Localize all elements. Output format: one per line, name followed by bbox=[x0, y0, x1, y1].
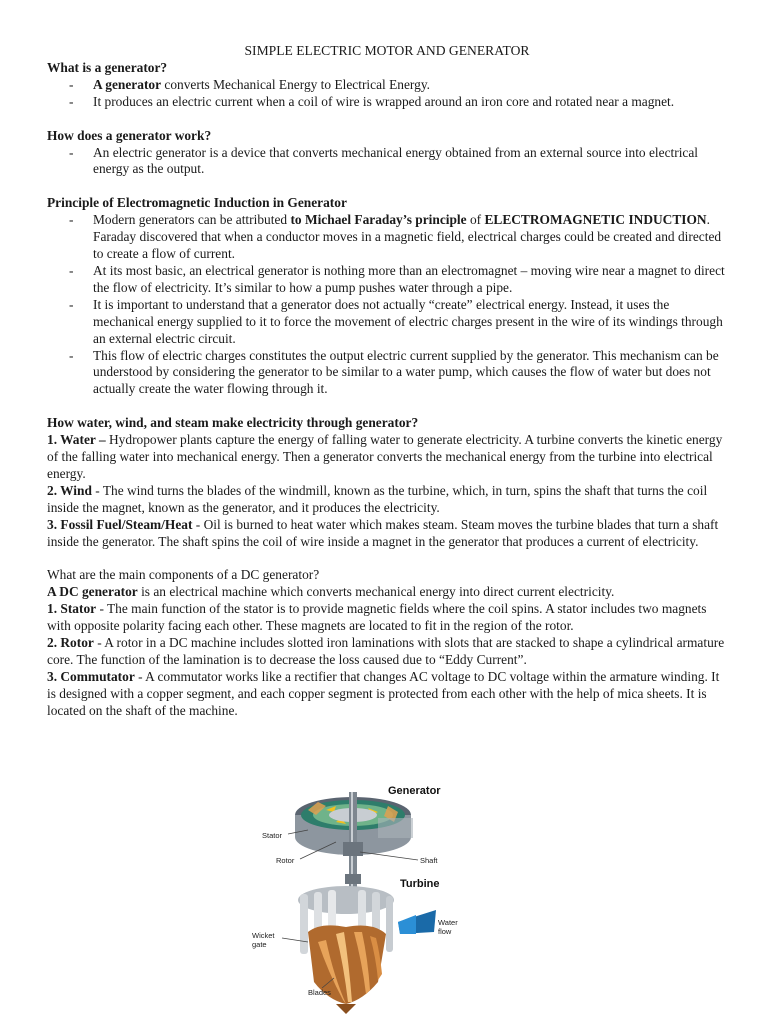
list-text: of bbox=[466, 212, 485, 228]
bold-term: 2. Wind bbox=[47, 482, 92, 498]
section-heading: Principle of Electromagnetic Induction in Generator bbox=[47, 195, 347, 211]
section-heading: What is a generator? bbox=[47, 59, 168, 75]
paragraph-text: is an electrical machine which converts mechanical energy into direct current electricity. bbox=[137, 584, 615, 600]
bold-term: 3. Commutator bbox=[47, 668, 135, 684]
list-item bbox=[47, 212, 727, 263]
section-heading: How water, wind, and steam make electricity through generator? bbox=[47, 415, 419, 431]
list-item: - An electric generator is a device that converts mechanical energy obtained from an external source into electrical energy as the output. bbox=[47, 145, 727, 179]
water-flow-label-line1: Water bbox=[438, 918, 458, 927]
list-text: converts Mechanical Energy to Electrical Energy. bbox=[161, 76, 430, 92]
paragraph-text: - The wind turns the blades of the windmill, known as the turbine, which, in turn, spins the shaft that turns the coil inside the magnet, known as the generator, and it produces the electricity. bbox=[47, 482, 708, 515]
section-heading: How does a generator work? bbox=[47, 127, 212, 143]
paragraph bbox=[47, 432, 727, 483]
bold-term: A generator bbox=[93, 76, 162, 92]
stator-label: Stator bbox=[262, 831, 283, 840]
paragraph-text: - The main function of the stator is to provide magnetic fields where the coil spins. A stator includes two magnets with opposite polarity facing each other. These magnets are located to fit in the region of the rotor. bbox=[47, 601, 707, 634]
paragraph-text: - A commutator works like a rectifier that changes AC voltage to DC voltage within the armature winding. It is designed with a copper segment, and each copper segment is protected from each other with the help of mica sheets. It is located on the shaft of the machine. bbox=[47, 668, 720, 718]
paragraph bbox=[47, 584, 727, 601]
paragraph bbox=[47, 517, 727, 551]
paragraph bbox=[47, 669, 727, 720]
list-text: . Faraday discovered that when a conductor moves in a magnetic field, electrical charges could be created and directed to create a flow of current. bbox=[93, 212, 722, 262]
list-item: - At its most basic, an electrical generator is nothing more than an electromagnet – moving wire near a magnet to direct the flow of electricity. It’s similar to how a pump pushes water through a pipe. bbox=[47, 263, 727, 297]
bold-term: A DC generator bbox=[47, 584, 138, 600]
shaft-label: Shaft bbox=[420, 856, 438, 865]
paragraph bbox=[47, 483, 727, 517]
paragraph bbox=[47, 635, 727, 669]
bold-term: 2. Rotor bbox=[47, 635, 94, 651]
turbine-label: Turbine bbox=[400, 878, 440, 890]
document-page bbox=[47, 43, 727, 720]
diagram-svg bbox=[248, 782, 478, 1024]
generator-label: Generator bbox=[388, 785, 441, 797]
list-item: - It produces an electric current when a coil of wire is wrapped around an iron core and rotated near a magnet. bbox=[47, 94, 727, 111]
bold-term: to Michael Faraday’s principle bbox=[290, 212, 467, 228]
document-title: SIMPLE ELECTRIC MOTOR AND GENERATOR bbox=[244, 43, 530, 58]
generator-turbine-diagram bbox=[248, 782, 478, 1024]
water-flow-label-line2: flow bbox=[438, 927, 452, 936]
blades-label: Blades bbox=[308, 988, 331, 997]
wicket-gate-label-line2: gate bbox=[252, 940, 267, 949]
list-item bbox=[47, 77, 727, 94]
section-question: What are the main components of a DC generator? bbox=[47, 567, 320, 583]
list-item: - It is important to understand that a generator does not actually “create” electrical energy. Instead, it uses the mechanical energy supplied to it to force the movement of electric charges present in the wire of its windings through an external electric circuit. bbox=[47, 297, 727, 348]
bold-term: 1. Stator bbox=[47, 601, 97, 617]
rotor-label: Rotor bbox=[276, 856, 295, 865]
bold-term: ELECTROMAGNETIC INDUCTION bbox=[484, 212, 707, 228]
bold-term: 3. Fossil Fuel/Steam/Heat bbox=[47, 516, 193, 532]
bullet-list bbox=[47, 212, 727, 398]
bullet-list bbox=[47, 145, 727, 179]
list-text: Modern generators can be attributed bbox=[93, 212, 291, 228]
paragraph-text: - Oil is burned to heat water which makes steam. Steam moves the turbine blades that turn a shaft inside the generator. The shaft spins the coil of wire inside a magnet in the generator that produces a current of electricity. bbox=[47, 516, 719, 549]
paragraph-text: Hydropower plants capture the energy of falling water to generate electricity. A turbine converts the kinetic energy of the falling water into mechanical energy. Then a generator converts the mechanical energy from the turbine into electrical energy. bbox=[47, 432, 723, 481]
bullet-list bbox=[47, 77, 727, 111]
wicket-gate-label-line1: Wicket bbox=[252, 931, 275, 940]
paragraph bbox=[47, 601, 727, 635]
bold-term: 1. Water – bbox=[47, 432, 106, 448]
paragraph-text: - A rotor in a DC machine includes slotted iron laminations with slots that are stacked to shape a cylindrical armature core. The function of the lamination is to decrease the loss caused due to “Eddy Current”. bbox=[47, 635, 725, 667]
list-item: - This flow of electric charges constitutes the output electric current supplied by the generator. This mechanism can be understood by considering the generator to be similar to a water pump, which causes the flow of water but does not actually create the water flowing through it. bbox=[47, 348, 727, 399]
